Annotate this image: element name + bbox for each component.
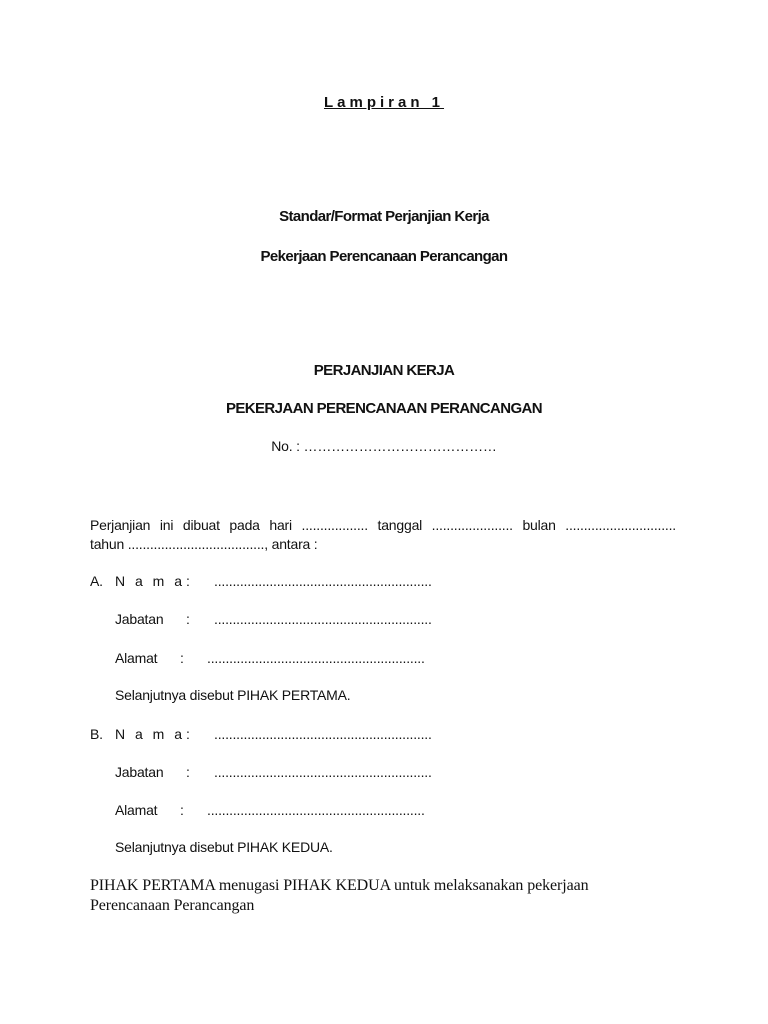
party-b-name-colon: : (186, 726, 190, 742)
intro-word: tanggal (377, 517, 423, 533)
closing-paragraph: PIHAK PERTAMA menugasi PIHAK KEDUA untuk melaksanakan pekerjaan Perencanaan Perancangan (90, 877, 589, 914)
party-a-letter: A. (90, 573, 103, 589)
intro-word: pada (229, 517, 260, 533)
subtitle-line-1: Standar/Format Perjanjian Kerja (279, 208, 489, 225)
party-b-name-label: N a m a (115, 726, 186, 742)
intro-word: dibuat (182, 517, 220, 533)
intro-paragraph (90, 516, 676, 554)
party-a-jabatan-label: Jabatan (115, 611, 164, 627)
party-b-jabatan-label: Jabatan (115, 764, 164, 780)
party-b-letter: B. (90, 726, 103, 742)
party-a-alamat-label: Alamat (115, 650, 158, 666)
party-a-designation: Selanjutnya disebut PIHAK PERTAMA. (115, 687, 351, 703)
intro-word: ini (159, 517, 174, 533)
intro-word: Perjanjian (90, 517, 151, 533)
intro-word: hari (269, 517, 292, 533)
subtitle-line-2: Pekerjaan Perencanaan Perancangan (260, 248, 508, 265)
party-a-jabatan-colon: : (186, 611, 190, 627)
intro-word: bulan (522, 517, 556, 533)
party-a-name-field[interactable]: ........................................................... (214, 573, 432, 589)
date-blank: ...................... (431, 517, 513, 533)
agreement-title: PERJANJIAN KERJA (313, 362, 455, 379)
party-b-alamat-field[interactable]: ........................................................... (207, 802, 425, 818)
party-a-name-label: N a m a (115, 573, 186, 589)
party-b-jabatan-colon: : (186, 764, 190, 780)
party-b-jabatan-field[interactable]: ........................................................... (214, 764, 432, 780)
party-a-alamat-colon: : (180, 650, 184, 666)
party-a-jabatan-field[interactable]: ........................................................... (214, 611, 432, 627)
party-a-alamat-field[interactable]: ........................................................... (207, 650, 425, 666)
party-b-alamat-colon: : (180, 802, 184, 818)
day-blank: .................. (301, 517, 368, 533)
agreement-subtitle: PEKERJAAN PERENCANAAN PERANCANGAN (225, 400, 543, 417)
party-a-name-colon: : (186, 573, 190, 589)
party-b-designation: Selanjutnya disebut PIHAK KEDUA. (115, 839, 333, 855)
party-b-name-field[interactable]: ........................................................... (214, 726, 432, 742)
month-blank: .............................. (565, 517, 676, 533)
intro-line-1 (90, 516, 676, 535)
appendix-heading: Lampiran 1 (323, 94, 445, 111)
intro-line-2: tahun ....................................., antara : (90, 536, 318, 552)
agreement-number: No. : …………………………………… (271, 438, 497, 454)
party-b-alamat-label: Alamat (115, 802, 158, 818)
